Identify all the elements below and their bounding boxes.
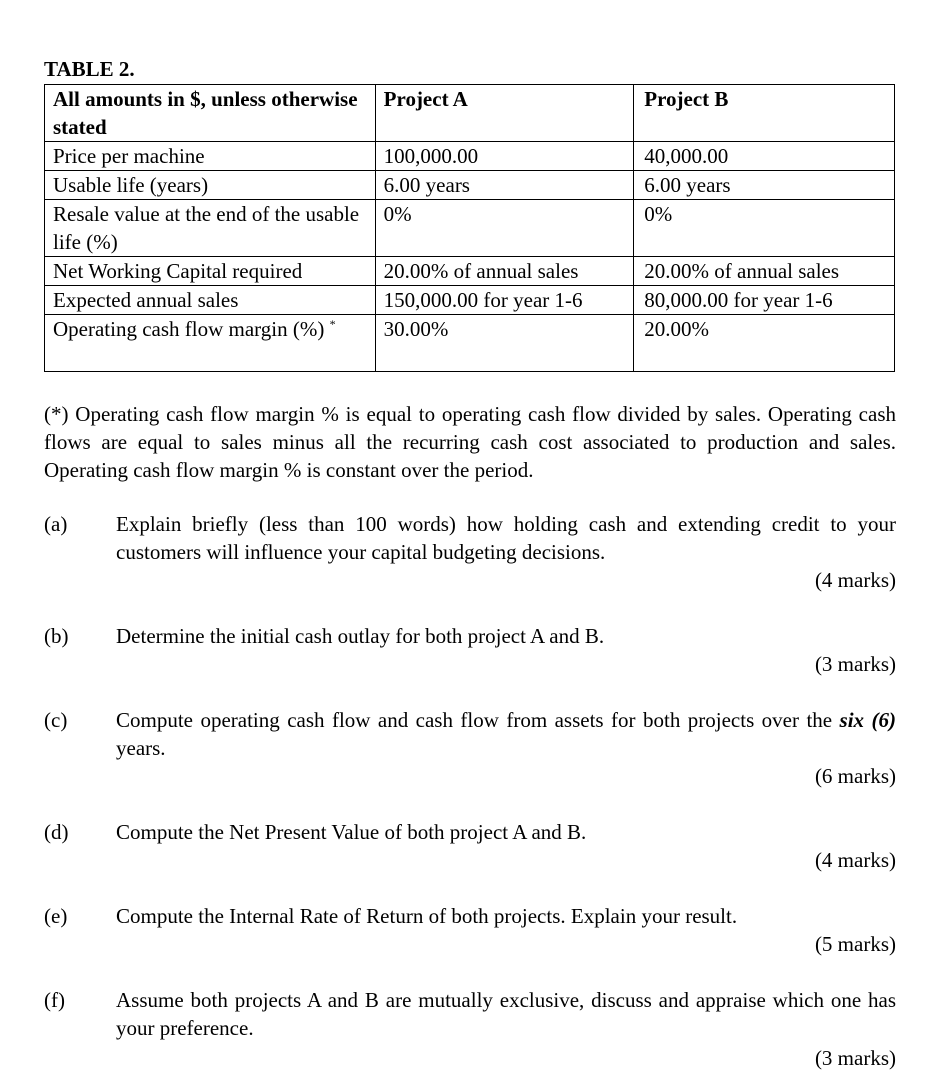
project-b-value: 40,000.00	[634, 142, 895, 171]
table-row	[45, 142, 895, 171]
question-marks: (3 marks)	[814, 1046, 896, 1070]
table-header-row	[45, 85, 895, 142]
row-label: Usable life (years)	[45, 171, 376, 200]
row-label: Expected annual sales	[45, 286, 376, 315]
project-a-value: 100,000.00	[375, 142, 634, 171]
project-b-value: 20.00%	[634, 315, 895, 372]
table-title: TABLE 2.	[44, 57, 135, 81]
question-b	[44, 622, 896, 678]
footnote-marker: *	[329, 317, 336, 331]
question-text-emphasis: six (6)	[839, 708, 896, 732]
question-c	[44, 706, 896, 790]
question-label: (b)	[44, 624, 69, 648]
project-a-value: 6.00 years	[375, 171, 634, 200]
question-text: Assume both projects A and B are mutually exclusive, discuss and appraise which one has your preference.	[116, 988, 896, 1040]
project-b-value: 0%	[634, 200, 895, 257]
question-text: Compute the Net Present Value of both project A and B.	[116, 820, 587, 844]
project-b-value: 20.00% of annual sales	[634, 257, 895, 286]
table-row	[45, 171, 895, 200]
question-marks: (6 marks)	[814, 764, 896, 788]
table-row	[45, 286, 895, 315]
question-marks: (4 marks)	[814, 848, 896, 872]
header-amounts-note: All amounts in $, unless otherwise stated	[45, 85, 376, 142]
question-text: Determine the initial cash outlay for both project A and B.	[116, 624, 605, 648]
question-text	[116, 706, 896, 762]
question-text-end: years.	[116, 736, 166, 760]
question-marks: (5 marks)	[814, 932, 896, 956]
project-b-value: 80,000.00 for year 1-6	[634, 286, 895, 315]
header-project-a: Project A	[375, 85, 634, 142]
exam-page	[44, 56, 896, 1072]
project-a-value: 150,000.00 for year 1-6	[375, 286, 634, 315]
question-label: (c)	[44, 708, 68, 732]
question-e	[44, 902, 896, 958]
table-row	[45, 257, 895, 286]
question-d	[44, 818, 896, 874]
project-a-value: 20.00% of annual sales	[375, 257, 634, 286]
question-text: Compute the Internal Rate of Return of both projects. Explain your result.	[116, 904, 738, 928]
header-project-b: Project B	[634, 85, 895, 142]
footnote: (*) Operating cash flow margin % is equal to operating cash flow divided by sales. Operating cash flows are equal to sales minus all the recurring cash cost associated to production and sales. Operating cash flow margin % is constant over the period.	[44, 402, 896, 482]
question-f	[44, 986, 896, 1072]
row-label	[45, 315, 376, 372]
question-label: (e)	[44, 904, 68, 928]
row-label: Resale value at the end of the usable life (%)	[45, 200, 376, 257]
project-a-value: 30.00%	[375, 315, 634, 372]
table-row	[45, 315, 895, 372]
question-marks: (4 marks)	[814, 568, 896, 592]
row-label-text: Operating cash flow margin (%)	[53, 317, 325, 341]
question-text: Explain briefly (less than 100 words) how holding cash and extending credit to your customers will influence your capital budgeting decisions.	[116, 512, 896, 564]
question-label: (f)	[44, 988, 65, 1012]
question-label: (d)	[44, 820, 69, 844]
row-label: Price per machine	[45, 142, 376, 171]
row-label: Net Working Capital required	[45, 257, 376, 286]
project-table	[44, 84, 895, 372]
question-label: (a)	[44, 512, 68, 536]
question-text-start: Compute operating cash flow and cash flow from assets for both projects over the	[116, 708, 840, 732]
question-a	[44, 510, 896, 594]
project-b-value: 6.00 years	[634, 171, 895, 200]
project-a-value: 0%	[375, 200, 634, 257]
question-marks: (3 marks)	[814, 652, 896, 676]
table-row	[45, 200, 895, 257]
